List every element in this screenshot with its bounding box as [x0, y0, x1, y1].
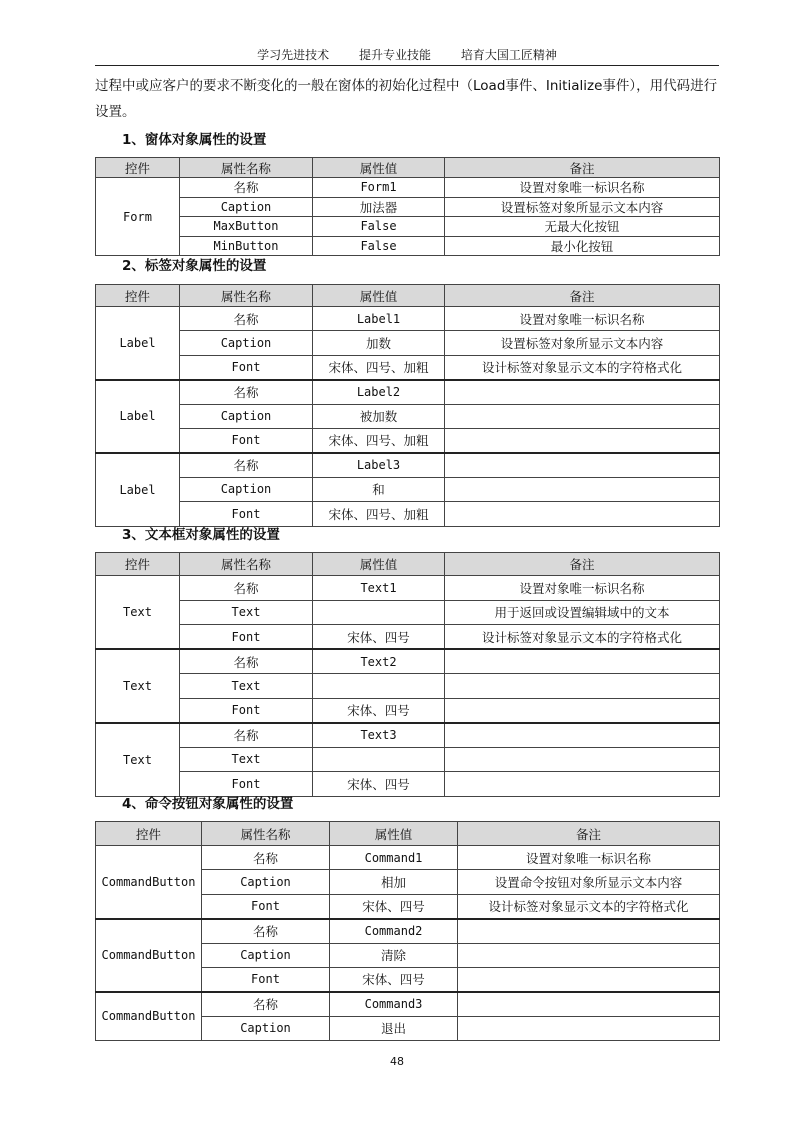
property-cell: Font: [202, 894, 330, 918]
col-header-property: 属性名称: [180, 285, 313, 307]
value-cell: False: [313, 236, 445, 256]
table-row: [96, 236, 720, 256]
page-header: [95, 46, 719, 66]
table-row: [96, 649, 720, 674]
property-cell: 名称: [202, 919, 330, 943]
property-cell: 名称: [202, 846, 330, 870]
col-header-value: 属性值: [313, 158, 445, 178]
property-cell: Caption: [202, 870, 330, 894]
note-cell: 设置标签对象所显示文本内容: [445, 331, 720, 355]
property-cell: 名称: [180, 453, 313, 477]
property-cell: 名称: [180, 576, 313, 601]
value-cell: Text3: [313, 723, 445, 748]
table-row: [96, 307, 720, 331]
note-cell: [458, 1016, 720, 1040]
col-header-value: 属性值: [330, 822, 458, 846]
table-row: [96, 698, 720, 723]
col-header-note: 备注: [445, 285, 720, 307]
col-header-value: 属性值: [313, 553, 445, 576]
value-cell: 相加: [330, 870, 458, 894]
table-row: [96, 331, 720, 355]
table-header-row: [96, 285, 720, 307]
note-cell: [445, 674, 720, 699]
value-cell: 被加数: [313, 404, 445, 428]
table-row: [96, 502, 720, 526]
note-cell: 最小化按钮: [445, 236, 720, 256]
control-cell: CommandButton: [96, 919, 202, 992]
value-cell: Command1: [330, 846, 458, 870]
note-cell: 设计标签对象显示文本的字符格式化: [445, 355, 720, 379]
note-cell: [445, 453, 720, 477]
property-cell: Caption: [180, 331, 313, 355]
table-row: [96, 992, 720, 1016]
property-cell: MaxButton: [180, 217, 313, 237]
note-cell: [445, 772, 720, 797]
note-cell: [445, 380, 720, 404]
control-cell: Form: [96, 178, 180, 256]
section-title-label: 2、标签对象属性的设置: [122, 258, 267, 274]
note-cell: 设计标签对象显示文本的字符格式化: [458, 894, 720, 918]
value-cell: [313, 600, 445, 625]
note-cell: [445, 477, 720, 501]
value-cell: 宋体、四号、加粗: [313, 502, 445, 526]
section-title-textbox: 3、文本框对象属性的设置: [122, 527, 280, 543]
table-row: [96, 404, 720, 428]
property-cell: Text: [180, 674, 313, 699]
col-header-note: 备注: [445, 158, 720, 178]
col-header-property: 属性名称: [180, 158, 313, 178]
value-cell: 加数: [313, 331, 445, 355]
value-cell: 退出: [330, 1016, 458, 1040]
table-row: [96, 846, 720, 870]
property-cell: Caption: [202, 1016, 330, 1040]
page-number: 48: [390, 1055, 404, 1068]
note-cell: [445, 723, 720, 748]
command-button-properties-table: [95, 821, 720, 1041]
property-cell: MinButton: [180, 236, 313, 256]
value-cell: 宋体、四号: [313, 772, 445, 797]
section-title-command-button: 4、命令按钮对象属性的设置: [122, 796, 294, 812]
property-cell: Font: [202, 967, 330, 991]
table-row: [96, 197, 720, 217]
property-cell: Caption: [202, 943, 330, 967]
property-cell: Text: [180, 600, 313, 625]
section-title-form: 1、窗体对象属性的设置: [122, 132, 267, 148]
property-cell: Font: [180, 502, 313, 526]
value-cell: Form1: [313, 178, 445, 198]
value-cell: [313, 674, 445, 699]
value-cell: [313, 747, 445, 772]
col-header-note: 备注: [445, 553, 720, 576]
control-cell: Label: [96, 307, 180, 380]
value-cell: Command3: [330, 992, 458, 1016]
note-cell: [445, 649, 720, 674]
control-cell: CommandButton: [96, 846, 202, 919]
table-header-row: [96, 553, 720, 576]
property-cell: Font: [180, 625, 313, 650]
intro-paragraph: 过程中或应客户的要求不断变化的一般在窗体的初始化过程中（Load事件、Initialize事件），用代码进行设置。: [95, 78, 718, 120]
value-cell: 宋体、四号: [330, 894, 458, 918]
property-cell: Font: [180, 698, 313, 723]
value-cell: 宋体、四号、加粗: [313, 428, 445, 452]
note-cell: [445, 404, 720, 428]
table-row: [96, 600, 720, 625]
control-cell: Label: [96, 453, 180, 526]
property-cell: 名称: [180, 723, 313, 748]
textbox-properties-table: [95, 552, 720, 797]
property-cell: Font: [180, 355, 313, 379]
control-cell: Label: [96, 380, 180, 453]
note-cell: 设置对象唯一标识名称: [445, 307, 720, 331]
form-properties-table: [95, 157, 720, 256]
control-cell: CommandButton: [96, 992, 202, 1041]
note-cell: 设置对象唯一标识名称: [445, 576, 720, 601]
note-cell: [445, 428, 720, 452]
col-header-control: 控件: [96, 158, 180, 178]
value-cell: 宋体、四号: [313, 625, 445, 650]
note-cell: 设计标签对象显示文本的字符格式化: [445, 625, 720, 650]
property-cell: 名称: [202, 992, 330, 1016]
property-cell: Font: [180, 772, 313, 797]
table-row: [96, 477, 720, 501]
col-header-control: 控件: [96, 822, 202, 846]
property-cell: Caption: [180, 197, 313, 217]
note-cell: [445, 747, 720, 772]
note-cell: [458, 967, 720, 991]
header-part-3: 培育大国工匠精神: [460, 48, 557, 62]
table-row: [96, 772, 720, 797]
note-cell: 无最大化按钮: [445, 217, 720, 237]
value-cell: Text1: [313, 576, 445, 601]
control-cell: Text: [96, 723, 180, 797]
note-cell: [445, 698, 720, 723]
table-row: [96, 747, 720, 772]
table-row: [96, 674, 720, 699]
header-part-2: 提升专业技能: [358, 48, 431, 62]
table-row: [96, 178, 720, 198]
table-row: [96, 428, 720, 452]
value-cell: Command2: [330, 919, 458, 943]
control-cell: Text: [96, 576, 180, 650]
control-cell: Text: [96, 649, 180, 723]
property-cell: Font: [180, 428, 313, 452]
note-cell: 设置对象唯一标识名称: [445, 178, 720, 198]
col-header-note: 备注: [458, 822, 720, 846]
note-cell: 设置命令按钮对象所显示文本内容: [458, 870, 720, 894]
note-cell: 用于返回或设置编辑域中的文本: [445, 600, 720, 625]
col-header-control: 控件: [96, 285, 180, 307]
property-cell: 名称: [180, 178, 313, 198]
table-header-row: [96, 822, 720, 846]
table-row: [96, 355, 720, 379]
value-cell: False: [313, 217, 445, 237]
property-cell: 名称: [180, 307, 313, 331]
value-cell: 加法器: [313, 197, 445, 217]
col-header-value: 属性值: [313, 285, 445, 307]
property-cell: Text: [180, 747, 313, 772]
note-cell: 设置对象唯一标识名称: [458, 846, 720, 870]
value-cell: Label1: [313, 307, 445, 331]
value-cell: 清除: [330, 943, 458, 967]
value-cell: 和: [313, 477, 445, 501]
col-header-control: 控件: [96, 553, 180, 576]
value-cell: Label2: [313, 380, 445, 404]
value-cell: 宋体、四号: [313, 698, 445, 723]
value-cell: Text2: [313, 649, 445, 674]
table-row: [96, 576, 720, 601]
value-cell: 宋体、四号、加粗: [313, 355, 445, 379]
property-cell: Caption: [180, 477, 313, 501]
table-row: [96, 919, 720, 943]
value-cell: 宋体、四号: [330, 967, 458, 991]
note-cell: [445, 502, 720, 526]
header-part-1: 学习先进技术: [257, 48, 330, 62]
table-row: [96, 217, 720, 237]
col-header-property: 属性名称: [202, 822, 330, 846]
col-header-property: 属性名称: [180, 553, 313, 576]
table-header-row: [96, 158, 720, 178]
note-cell: [458, 919, 720, 943]
table-row: [96, 380, 720, 404]
property-cell: Caption: [180, 404, 313, 428]
note-cell: 设置标签对象所显示文本内容: [445, 197, 720, 217]
table-row: [96, 453, 720, 477]
table-row: [96, 723, 720, 748]
property-cell: 名称: [180, 380, 313, 404]
value-cell: Label3: [313, 453, 445, 477]
table-row: [96, 625, 720, 650]
label-properties-table: [95, 284, 720, 527]
note-cell: [458, 943, 720, 967]
property-cell: 名称: [180, 649, 313, 674]
note-cell: [458, 992, 720, 1016]
